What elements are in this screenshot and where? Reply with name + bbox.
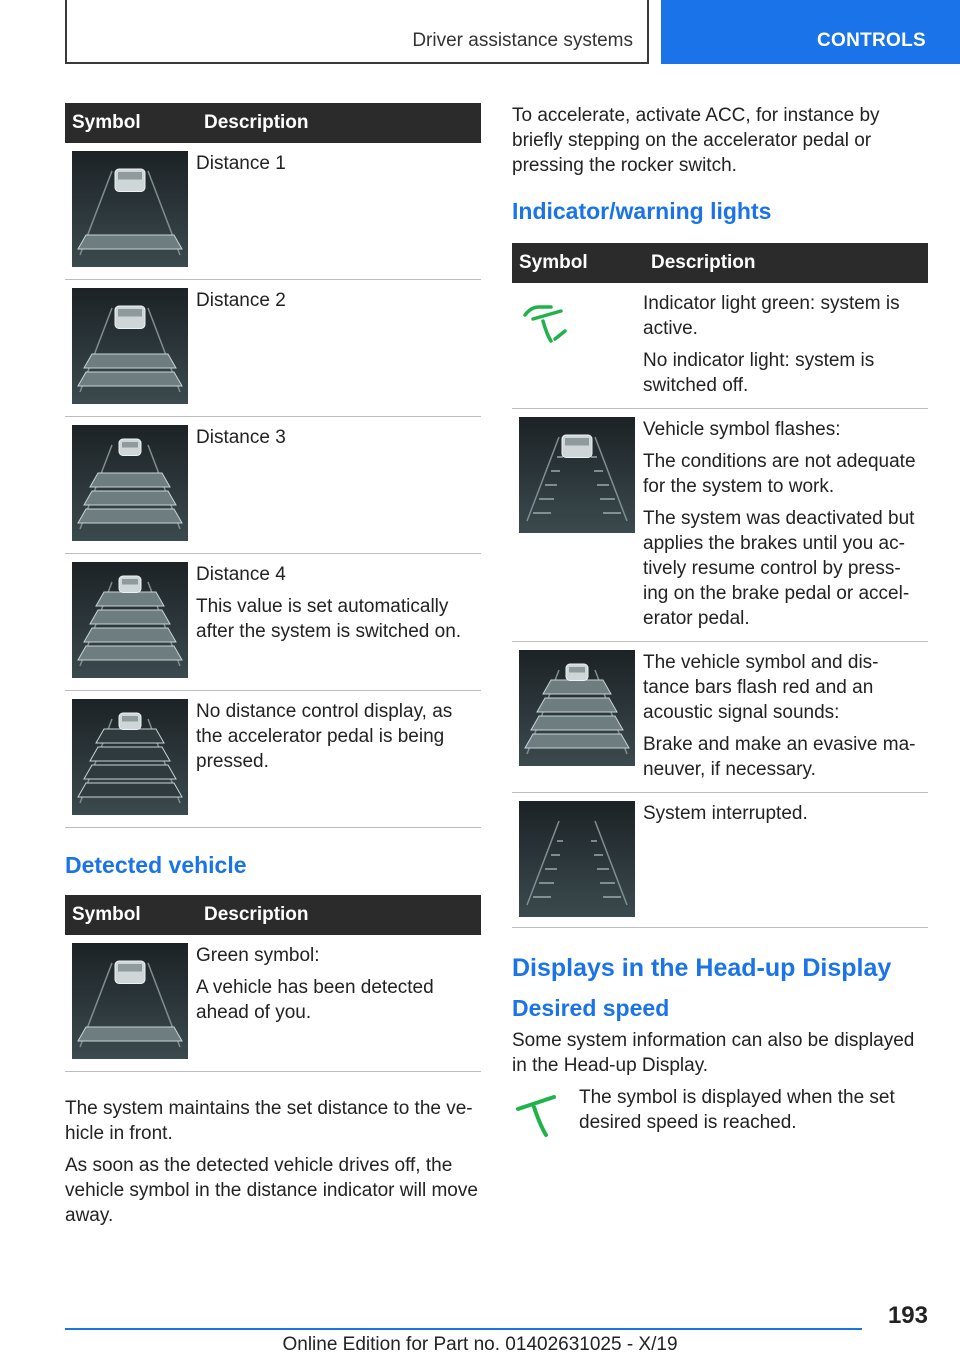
accelerate-paragraph: To accelerate, activate ACC, for instance by briefly stepping on the accelerator pedal or pressing the rocker switch. [512, 105, 880, 176]
distance-2-icon [72, 288, 188, 404]
description-cell [643, 793, 928, 928]
header-section-box [65, 0, 649, 64]
footer-divider [65, 1328, 862, 1330]
header-chapter-label: CONTROLS [816, 30, 926, 51]
header-chapter-tab[interactable] [661, 0, 960, 64]
symbol-cell [512, 283, 643, 409]
hud-symbol-row [512, 1085, 928, 1155]
symbol-cell [65, 417, 196, 554]
description-line: Vehicle symbol flashes: [643, 419, 841, 440]
description-line: A vehicle has been detected ahead of you. [196, 977, 434, 1023]
desired-speed-icon [516, 1095, 562, 1139]
col-symbol-header: Symbol [65, 103, 196, 143]
table-row [512, 642, 928, 793]
symbol-cell [512, 793, 643, 928]
description-cell [196, 280, 481, 417]
description-line: Distance 4 [196, 564, 286, 585]
indicator-table [512, 243, 928, 928]
symbol-cell [512, 409, 643, 642]
detected-vehicle-table [65, 895, 481, 1072]
detected-paragraph-2: As soon as the detected vehicle drives off, the vehicle symbol in the distance indicator will move away. [65, 1155, 478, 1226]
description-line: No indicator light: system is switched off. [643, 350, 875, 396]
description-line: Green symbol: [196, 945, 320, 966]
distance-1-icon [72, 151, 188, 267]
description-cell [643, 642, 928, 793]
indicator-heading: Indicator/warning lights [512, 198, 772, 224]
acc-green-indicator-icon [521, 301, 577, 349]
table-row [512, 409, 928, 642]
description-cell [196, 417, 481, 554]
col-symbol-header: Symbol [512, 243, 643, 283]
right-column [512, 103, 928, 1155]
header-section-title: Driver assistance systems [412, 30, 633, 51]
description-line: The conditions are not adequate for the system to work. [643, 451, 916, 497]
description-line: Indicator light green: system is active. [643, 293, 900, 339]
description-line: Distance 2 [196, 290, 286, 311]
system-interrupted-icon [519, 801, 635, 917]
description-line: The vehicle symbol and dis-tance bars flash red and an acoustic signal sounds: [643, 652, 879, 723]
table-row [65, 935, 481, 1072]
description-cell [643, 283, 928, 409]
description-line: No distance control display, as the accelerator pedal is being pressed. [196, 701, 453, 772]
symbol-cell [65, 143, 196, 280]
desired-speed-heading: Desired speed [512, 995, 670, 1021]
hud-paragraph: Some system information can also be displayed in the Head-up Display. [512, 1030, 915, 1076]
detected-vehicle-icon [72, 943, 188, 1059]
vehicle-flash-icon [519, 417, 635, 533]
detected-vehicle-heading: Detected vehicle [65, 852, 247, 878]
description-line: System interrupted. [643, 803, 808, 824]
hud-symbol-text: The symbol is displayed when the set desired speed is reached. [579, 1087, 895, 1133]
table-row [65, 554, 481, 691]
col-description-header: Description [196, 895, 481, 935]
no-distance-icon [72, 699, 188, 815]
distance-table [65, 103, 481, 828]
description-cell [196, 554, 481, 691]
description-cell [196, 143, 481, 280]
detected-paragraph-1: The system maintains the set distance to the ve-hicle in front. [65, 1098, 473, 1144]
col-description-header: Description [196, 103, 481, 143]
description-line: Distance 1 [196, 153, 286, 174]
description-line: Brake and make an evasive ma-neuver, if necessary. [643, 734, 916, 780]
hud-heading: Displays in the Head-up Display [512, 954, 892, 982]
symbol-cell [65, 554, 196, 691]
description-cell [196, 935, 481, 1072]
description-line: The system was deactivated but applies the brakes until you ac-tively resume control by press-ing on the brake pedal or accel-erator pedal. [643, 508, 915, 629]
left-column [65, 103, 481, 1235]
table-row [512, 793, 928, 928]
table-row [65, 691, 481, 828]
distance-4-icon [72, 562, 188, 678]
symbol-cell [65, 691, 196, 828]
distance-bars-red-icon [519, 650, 635, 766]
table-row [512, 283, 928, 409]
symbol-cell [512, 642, 643, 793]
description-line: Distance 3 [196, 427, 286, 448]
table-row [65, 143, 481, 280]
col-description-header: Description [643, 243, 928, 283]
description-line: This value is set automatically after the system is switched on. [196, 596, 462, 642]
table-row [65, 280, 481, 417]
page-number: 193 [887, 1302, 928, 1329]
table-row [65, 417, 481, 554]
col-symbol-header: Symbol [65, 895, 196, 935]
symbol-cell [65, 280, 196, 417]
description-cell [643, 409, 928, 642]
symbol-cell [65, 935, 196, 1072]
footer-edition: Online Edition for Part no. 01402631025 - X/19 [282, 1334, 678, 1355]
distance-3-icon [72, 425, 188, 541]
description-cell [196, 691, 481, 828]
